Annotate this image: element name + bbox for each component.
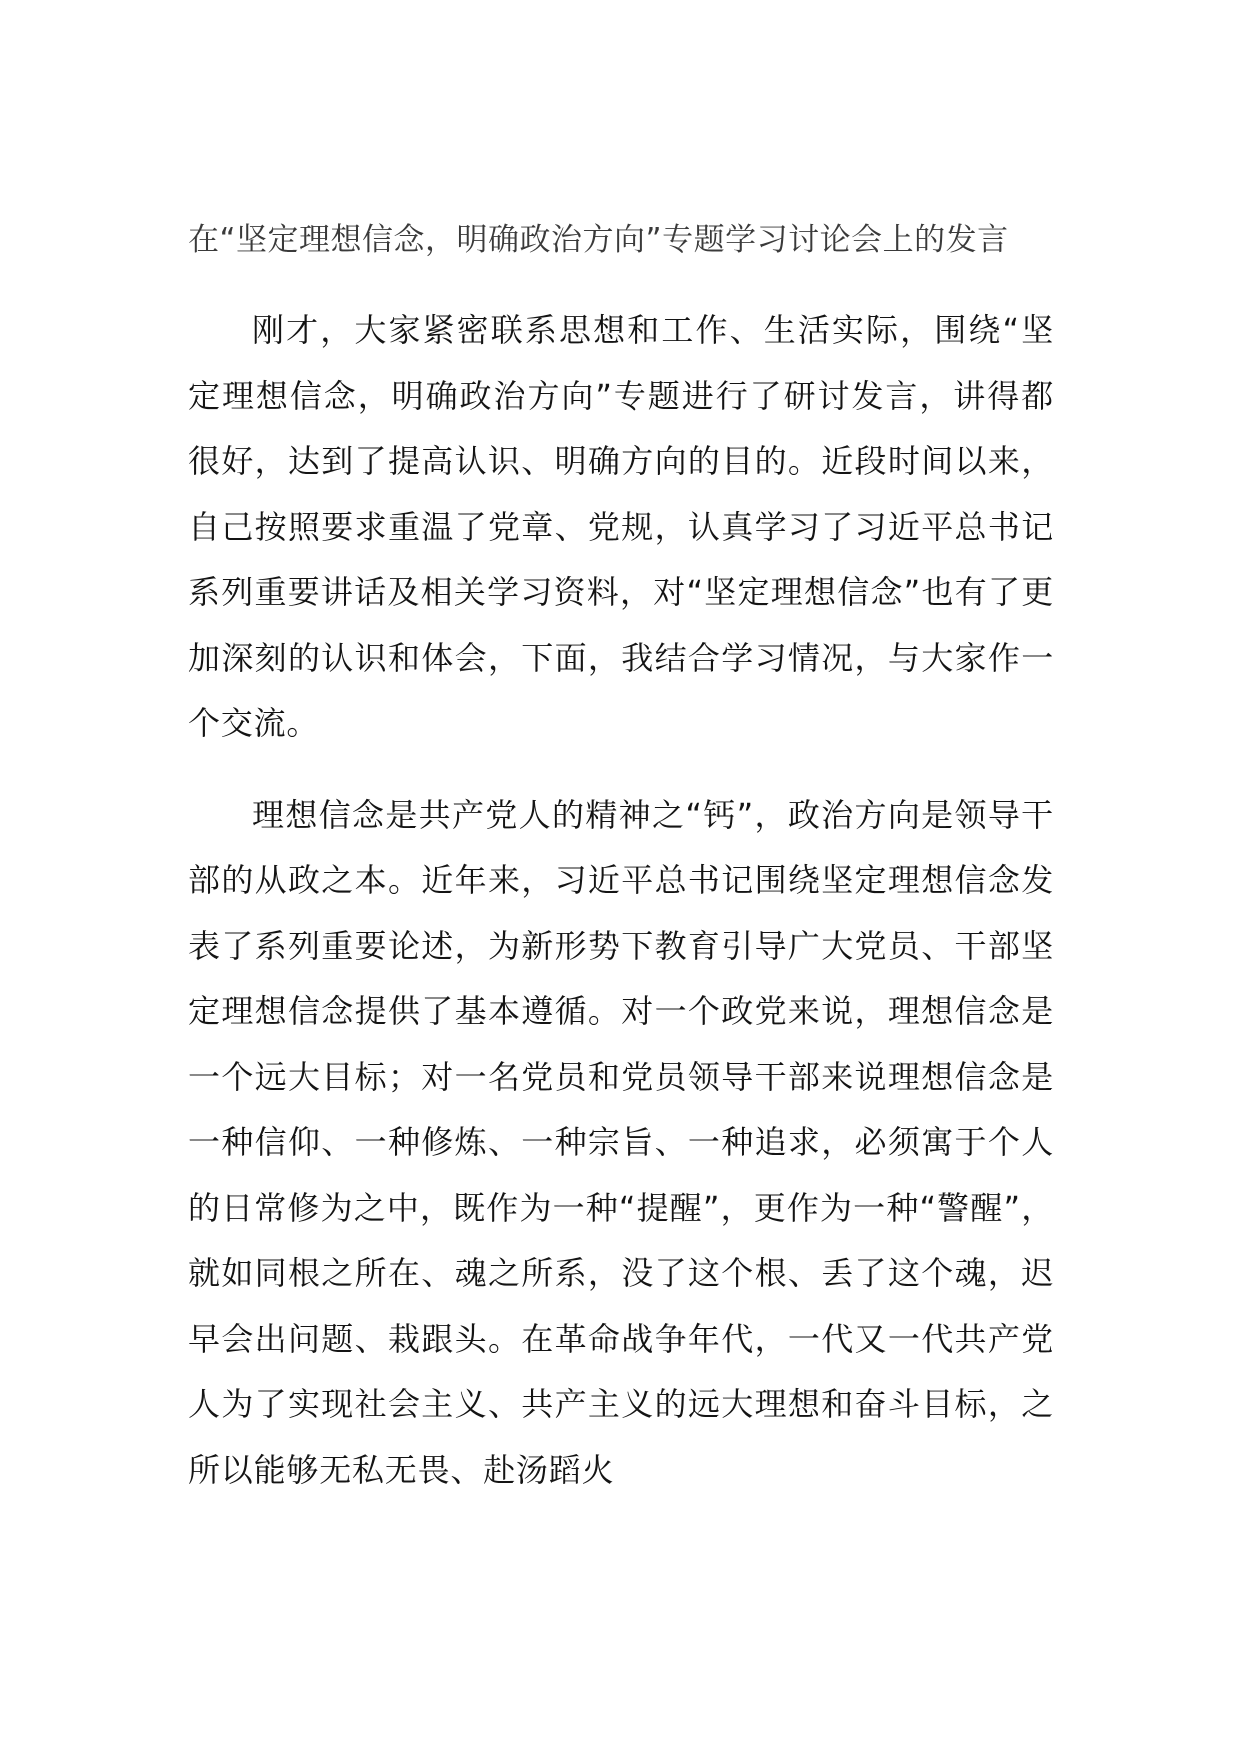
document-body bbox=[188, 208, 1054, 1503]
document-title: 在“坚定理想信念，明确政治方向”专题学习讨论会上的发言 bbox=[188, 222, 1009, 258]
paragraph-ideals: 理想信念是共产党人的精神之“钙”，政治方向是领导干部的从政之本。近年来，习近平总书记围绕坚定理想信念发表了系列重要论述，为新形势下教育引导广大党员、干部坚定理想信念提供了基本遵循。对一个政党来说，理想信念是一个远大目标；对一名党员和党员领导干部来说理想信念是一种信仰、一种修炼、一种宗旨、一种追求，必须寓于个人的日常修为之中，既作为一种“提醒”，更作为一种“警醒”，就如同根之所在、魂之所系，没了这个根、丢了这个魂，迟早会出问题、栽跟头。在革命战争年代，一代又一代共产党人为了实现社会主义、共产主义的远大理想和奋斗目标，之所以能够无私无畏、赴汤蹈火 bbox=[188, 795, 1054, 1489]
paragraph-opening: 刚才，大家紧密联系思想和工作、生活实际，围绕“坚定理想信念，明确政治方向”专题进行了研讨发言，讲得都很好，达到了提高认识、明确方向的目的。近段时间以来，自己按照要求重温了党章、党规，认真学习了习近平总书记系列重要讲话及相关学习资料，对“坚定理想信念”也有了更加深刻的认识和体会，下面，我结合学习情况，与大家作一个交流。 bbox=[188, 311, 1054, 742]
